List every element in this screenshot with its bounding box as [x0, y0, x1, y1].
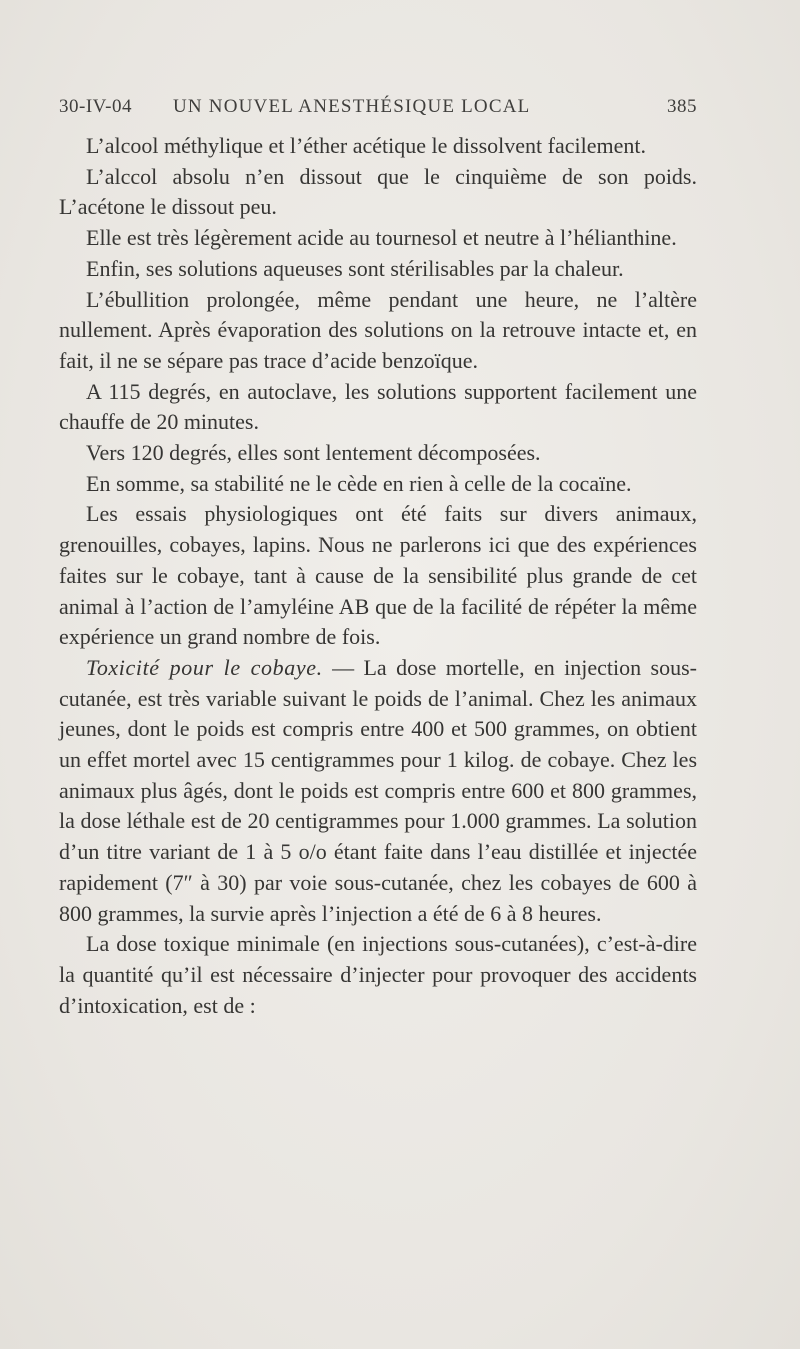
paragraph: En somme, sa stabilité ne le cède en rien à celle de la cocaïne. — [86, 470, 632, 496]
header-date: 30-IV-04 — [59, 96, 132, 117]
paragraph-text: — La dose mortelle, en injection sous-cutanée, est très variable suivant le poids de l’animal. Chez les animaux jeunes, dont le poids est compris entre 400 et 500 grammes, on obtient un effet mortel avec 15 centigrammes pour 1 kilog. de cobaye. Chez les animaux plus âgés, dont le poids est compris entre 600 et 800 grammes, la dose léthale est de 20 centigrammes pour 1.000 grammes. La solution d’un titre variant de 1 à 5 o/o étant faite dans l’eau distillée et injectée rapidement (7″ à 30) par voie sous-cutanée, chez les cobayes de 600 à 800 grammes, la survie après l’injection a été de 6 à 8 heures. — [59, 654, 698, 926]
paragraph: Vers 120 degrés, elles sont lentement décomposées. — [86, 440, 541, 466]
paragraph: Elle est très légèrement acide au tournesol et neutre à l’hélianthine. — [86, 225, 677, 251]
paragraph: L’alcool méthylique et l’éther acétique le dissolvent facilement. — [86, 133, 646, 158]
header-title: UN NOUVEL ANESTHÉSIQUE LOCAL — [173, 96, 531, 117]
paragraph: L’alccol absolu n’en dissout que le cinquième de son poids. L’acétone le dissout peu. — [59, 163, 697, 220]
paragraph: A 115 degrés, en autoclave, les solutions supportent facilement une chauffe de 20 minutes. — [59, 378, 697, 435]
section-lead-in: Toxicité pour le cobaye. — [86, 654, 323, 680]
paragraph: L’ébullition prolongée, même pendant une heure, ne l’altère nullement. Après évaporation des solutions on la retrouve intacte et, en fait, il ne se sépare pas trace d’acide benzoïque. — [59, 286, 697, 373]
page-number: 385 — [667, 96, 697, 117]
running-header — [59, 96, 697, 124]
body-text — [59, 131, 697, 1021]
paragraph: Enfin, ses solutions aqueuses sont stérilisables par la chaleur. — [86, 255, 624, 281]
paragraph-toxicity — [59, 653, 697, 929]
paragraph: La dose toxique minimale (en injections sous-cutanées), c’est-à-dire la quantité qu’il est nécessaire d’injecter pour provoquer des accidents d’intoxication, est de : — [59, 931, 697, 1018]
paragraph: Les essais physiologiques ont été faits sur divers animaux, grenouilles, cobayes, lapins. Nous ne parlerons ici que des expériences faites sur le cobaye, tant à cause de la sensibilité plus grande de cet animal à l’action de l’amyléine AB que de la facilité de répéter la même expérience un grand nombre de fois. — [59, 501, 697, 650]
